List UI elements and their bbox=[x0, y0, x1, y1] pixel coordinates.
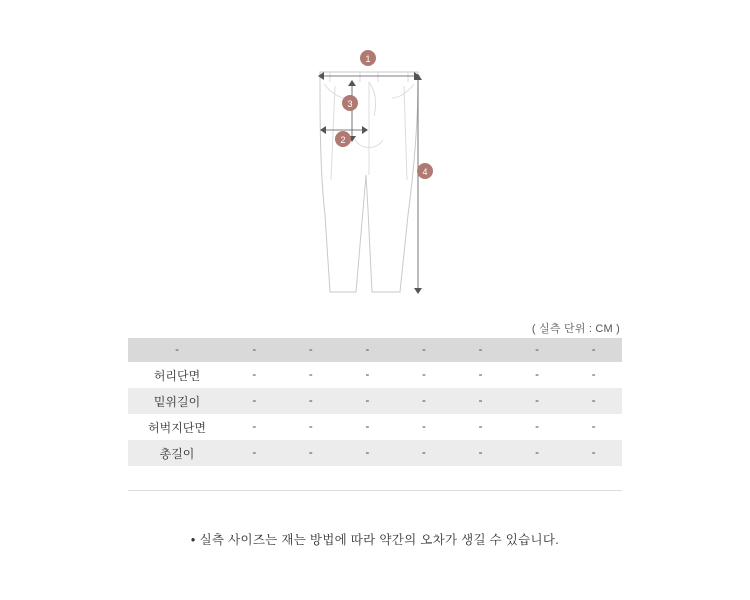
marker-4 bbox=[417, 163, 433, 179]
cell-3-4: - bbox=[452, 440, 509, 466]
cell-2-5: - bbox=[509, 414, 566, 440]
cell-3-6: - bbox=[565, 440, 622, 466]
row-label-1: 밑위길이 bbox=[128, 388, 226, 414]
pants-illustration bbox=[320, 72, 418, 292]
cell-1-4: - bbox=[452, 388, 509, 414]
cell-0-5: - bbox=[509, 362, 566, 388]
unit-note: ( 실측 단위 : CM ) bbox=[531, 323, 620, 335]
svg-text:4: 4 bbox=[422, 167, 428, 177]
marker-1 bbox=[360, 50, 376, 66]
cell-1-6: - bbox=[565, 388, 622, 414]
table-header-row bbox=[128, 338, 622, 362]
cell-1-5: - bbox=[509, 388, 566, 414]
marker-2 bbox=[335, 131, 351, 147]
cell-1-1: - bbox=[283, 388, 340, 414]
size-table-head bbox=[128, 338, 622, 362]
size-table-body bbox=[128, 362, 622, 466]
table-row bbox=[128, 440, 622, 466]
header-cell-4: - bbox=[396, 338, 453, 362]
cell-2-2: - bbox=[339, 414, 396, 440]
header-cell-3: - bbox=[339, 338, 396, 362]
cell-3-2: - bbox=[339, 440, 396, 466]
cell-0-0: - bbox=[226, 362, 283, 388]
table-row bbox=[128, 388, 622, 414]
header-cell-0: - bbox=[128, 338, 226, 362]
cell-2-6: - bbox=[565, 414, 622, 440]
header-cell-5: - bbox=[452, 338, 509, 362]
header-cell-1: - bbox=[226, 338, 283, 362]
cell-3-3: - bbox=[396, 440, 453, 466]
cell-0-6: - bbox=[565, 362, 622, 388]
row-label-3: 총길이 bbox=[128, 440, 226, 466]
marker-3 bbox=[342, 95, 358, 111]
bullet-icon: • bbox=[190, 533, 196, 547]
footnote bbox=[0, 530, 750, 548]
cell-2-3: - bbox=[396, 414, 453, 440]
svg-text:1: 1 bbox=[365, 54, 371, 64]
cell-3-5: - bbox=[509, 440, 566, 466]
cell-1-2: - bbox=[339, 388, 396, 414]
cell-2-0: - bbox=[226, 414, 283, 440]
header-cell-6: - bbox=[509, 338, 566, 362]
size-table bbox=[128, 338, 622, 466]
table-row bbox=[128, 362, 622, 388]
cell-1-3: - bbox=[396, 388, 453, 414]
row-label-2: 허벅지단면 bbox=[128, 414, 226, 440]
cell-0-4: - bbox=[452, 362, 509, 388]
svg-text:2: 2 bbox=[340, 135, 346, 145]
cell-0-1: - bbox=[283, 362, 340, 388]
cell-1-0: - bbox=[226, 388, 283, 414]
cell-3-1: - bbox=[283, 440, 340, 466]
table-row bbox=[128, 414, 622, 440]
header-cell-7: - bbox=[565, 338, 622, 362]
header-cell-2: - bbox=[283, 338, 340, 362]
row-label-0: 허리단면 bbox=[128, 362, 226, 388]
cell-3-0: - bbox=[226, 440, 283, 466]
svg-text:3: 3 bbox=[347, 99, 353, 109]
footnote-text: 실측 사이즈는 재는 방법에 따라 약간의 오차가 생길 수 있습니다. bbox=[199, 533, 560, 547]
cell-0-2: - bbox=[339, 362, 396, 388]
section-divider bbox=[128, 490, 622, 491]
cell-0-3: - bbox=[396, 362, 453, 388]
cell-2-1: - bbox=[283, 414, 340, 440]
cell-2-4: - bbox=[452, 414, 509, 440]
